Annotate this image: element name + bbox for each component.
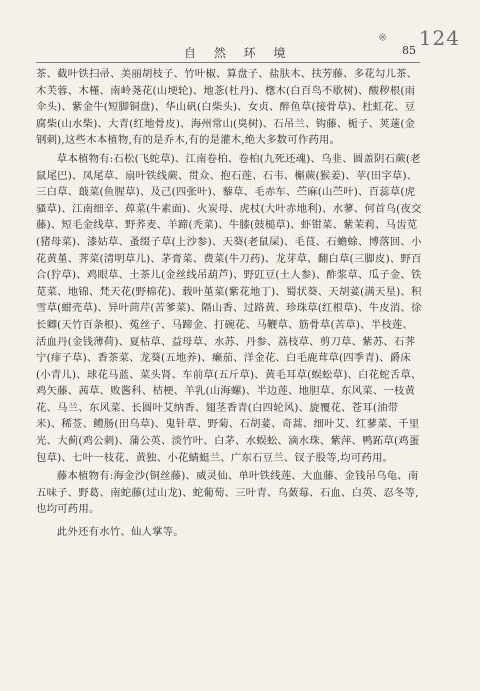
page-header — [36, 44, 420, 62]
paragraph-woody-plants: 茶、截叶铁扫帚、美丽胡枝子、竹叶椒、算盘子、盐肤木、扶芳藤、多花勾儿茶、木芙蓉、木槿、南岭荛花(山埂轮)、地菍(杜丹)、楤木(白百鸟不歇树)、酸秽根(雨伞头)、紫金牛(短脚铜盘)、华山矾(白柴头)、女贞、醉鱼草(接骨草)、杜虹花、豆腐柴(山水柴)、大青(红地骨皮)、海州常山(臭树)、石吊兰、钩藤、栀子、荚蒾(金钢刺),这些木本植物,有的是乔木,有的是灌木,绝大多数可作药用。 — [36, 68, 418, 147]
paragraph-herbaceous-plants: 草本植物有:石松(飞蛇草)、江南卷柏、卷柏(九死还魂)、乌韭、圆盖阴石蕨(老鼠尾巴)、凤尾草、扇叶铁线蕨、贯众、抱石莲、石韦、槲蕨(猴姜)、苹(田字草)、三白草、蕺菜(鱼腥草)、及己(四张叶)、藜草、毛赤车、苎麻(山苎叶)、百蕊草(虎骚草)、江南细辛、蔊菜(牛素面)、火炭母、虎杖(大叶赤地利)、水蓼、何首乌(夜交藤)、短毛金线草、野荞麦、羊蹄(秃菜)、牛膝(鼓槌草)、虾钳菜、紫茉莉、马齿苋(猪母菜)、漆姑草、蚤缀子草(上沙参)、天葵(老鼠屎)、毛茛、石蟾蜍、博落回、小花黄堇、荠菜(清明草儿)、茅膏菜、费菜(牛刀药)、龙芽草、翻白草(三脚皮)、野百合(狞草)、鸡眼草、土茶儿(金丝线吊葫芦)、野豇豆(土人参)、酢浆草、瓜子金、铁苋菜、地锦、梵天花(野棉花)、载叶堇菜(紫花地丁)、蜀状葵、天胡荽(满天星)、积雪草(蚶壳草)、异叶茴芹(苦爹菜)、隔山香、过路黄、珍珠草(红根草)、牛皮消、徐长卿(天竹百条根)、菟丝子、马蹄金、打碗花、马鞭草、筋骨草(苦草)、半枝莲、活血丹(金钱薄荷)、夏枯草、益母草、水苏、丹参、荔枝草、剪刀草、紫苏、石荠宁(痱子草)、香茶菜、龙葵(五地养)、癞茄、洋金花、白毛鹿茸草(四季青)、爵床(小青儿)、球花马蓝、菜头肾、车前草(五斤草)、黄毛耳草(蜈蚣草)、白花蛇舌草、鸡矢藤、茜草、败酱科、桔梗、羊乳(山海螺)、半边莲、地胆草、东风菜、一枝黄花、马兰、东风菜、长圆叶艾纳香、翅茎香青(白四轮风)、旋覆花、苍耳(油带米)、稀莶、鳢肠(田乌草)、鬼针草、野菊、石胡荽、奇蒿、细叶艾、红蓼菜、千里光、大蓟(鸡公刺)、蒲公英、淡竹叶、白茅、水蜈蚣、滴水珠、紫萍、鸭跖草(鸡蛋包草)、七叶一枝花、黄独、小花蜻蜓兰、广东石豆兰、钗子股等,均可药用。 — [36, 152, 422, 464]
running-head: 自 然 环 境 — [184, 46, 293, 60]
paragraph-other-plants: 此外还有水竹、仙人掌等。 — [56, 526, 184, 539]
body-text — [36, 66, 422, 543]
page-number: 85 — [402, 44, 416, 57]
paragraph-vine-plants: 藤本植物有:海金沙(铜丝藤)、威灵仙、单叶铁线莲、大血藤、金钱吊乌龟、南五味子、野葛、南蛇藤(过山龙)、蛇葡萄、三叶青、乌蔹莓、石血、白英、忍冬等,也均可药用。 — [36, 470, 419, 516]
header-rule — [36, 62, 420, 63]
handwritten-page-number: 124 — [418, 26, 460, 50]
small-mark-glyph: ※ — [378, 31, 388, 44]
